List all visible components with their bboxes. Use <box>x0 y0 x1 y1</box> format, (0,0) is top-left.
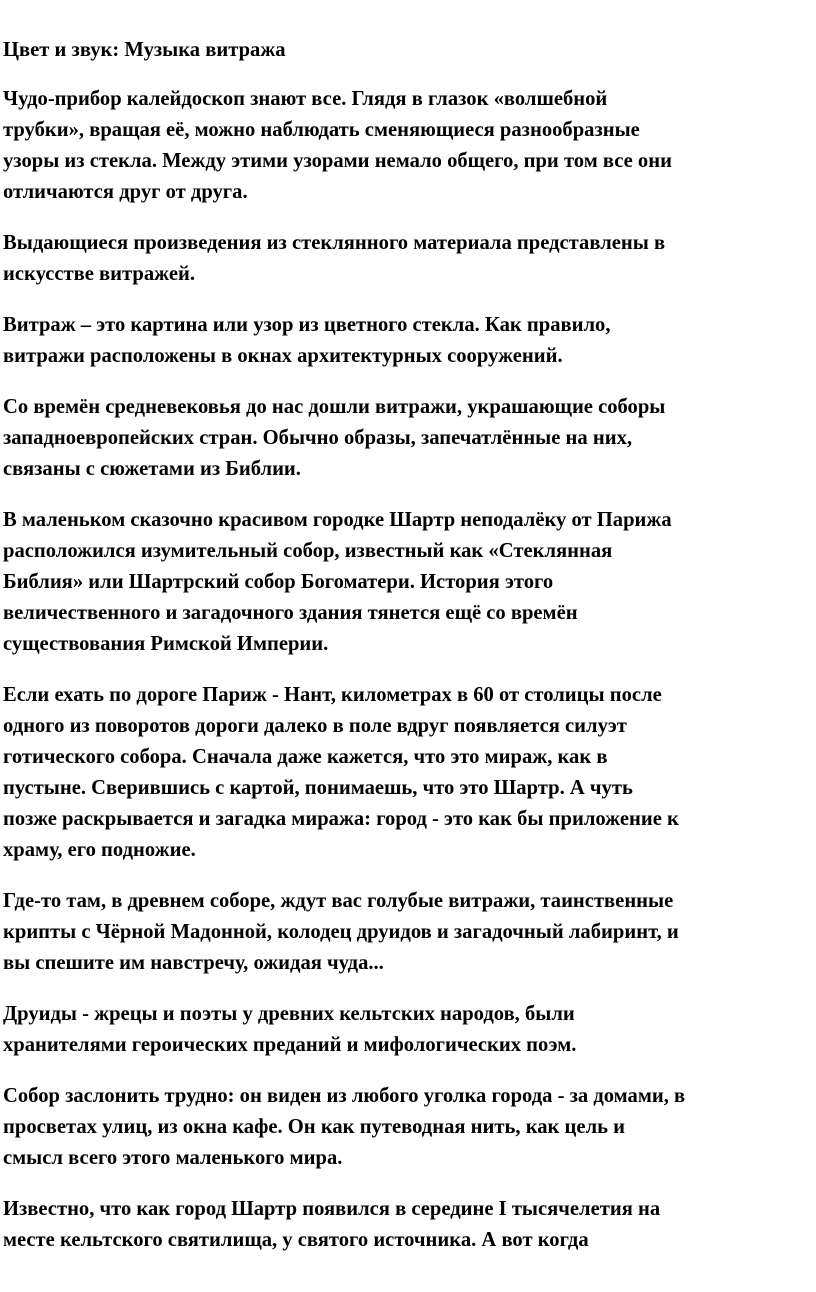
paragraph-blue-windows: Где-то там, в древнем соборе, ждут вас голубые витражи, таинственные крипты с Чёрной Мадонной, колодец друидов и загадочный лабиринт, и вы спешите им навстречу, ожидая чуда... <box>3 890 679 974</box>
paragraph-chartres-cathedral: В маленьком сказочно красивом городке Шартр неподалёку от Парижа расположился изумительный собор, известный как «Стеклянная Библия» или Шартрский собор Богоматери. История этого величественного и загадочного здания тянется ещё со времён существования Римской Империи. <box>3 509 672 655</box>
paragraph-cathedral-view: Собор заслонить трудно: он виден из любого уголка города - за домами, в просветах улиц, из окна кафе. Он как путеводная нить, как цель и смысл всего этого маленького мира. <box>3 1085 686 1169</box>
paragraph-druids: Друиды - жрецы и поэты у древних кельтских народов, были хранителями героических преданий и мифологических поэм. <box>3 1003 577 1056</box>
paragraph-city-origin: Известно, что как город Шартр появился в середине I тысячелетия на месте кельтского святилища, у святого источника. А вот когда <box>3 1198 661 1251</box>
paragraph-vitrage-definition: Витраж – это картина или узор из цветного стекла. Как правило, витражи расположены в окнах архитектурных сооружений. <box>3 314 611 367</box>
paragraph-stained-glass-art: Выдающиеся произведения из стеклянного материала представлены в искусстве витражей. <box>3 232 666 285</box>
document-title: Цвет и звук: Музыка витража <box>3 39 286 61</box>
paragraph-medieval-windows: Со времён средневековья до нас дошли витражи, украшающие соборы западноевропейских стран. Обычно образы, запечатлённые на них, связаны с сюжетами из Библии. <box>3 396 666 480</box>
paragraph-road-paris-nantes: Если ехать по дороге Париж - Нант, километрах в 60 от столицы после одного из поворотов дороги далеко в поле вдруг появляется силуэт готического собора. Сначала даже кажется, что это мираж, как в пустыне. Сверившись с картой, понимаешь, что это Шартр. А чуть позже раскрывается и загадка миража: город - это как бы приложение к храму, его подножие. <box>3 684 679 861</box>
paragraph-kaleidoscope: Чудо-прибор калейдоскоп знают все. Глядя в глазок «волшебной трубки», вращая её, можно наблюдать сменяющиеся разнообразные узоры из стекла. Между этими узорами немало общего, при том все они отличаются друг от друга. <box>3 88 672 203</box>
document-body <box>3 35 815 1276</box>
